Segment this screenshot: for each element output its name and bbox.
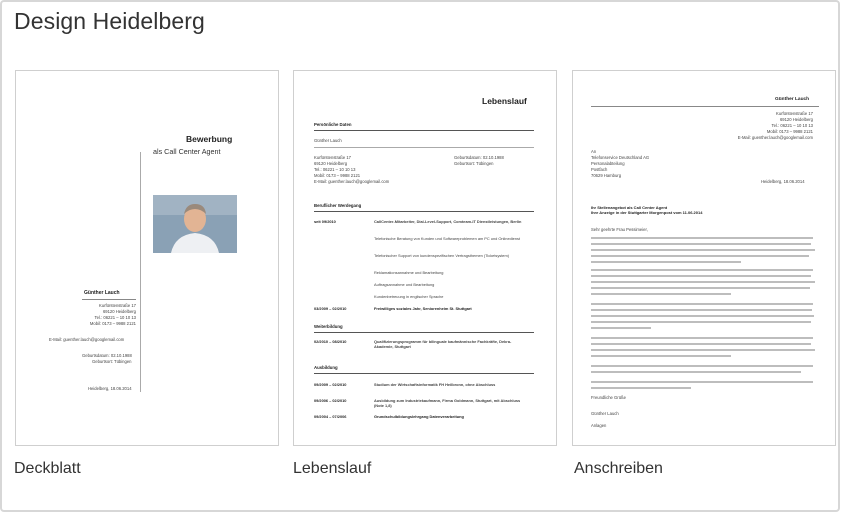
letter-salutation: Sehr geehrte Frau Pessimeier,	[591, 227, 648, 232]
lebenslauf-card[interactable]	[293, 70, 557, 446]
letter-sender-address: Kurfürstenstraße 17 69120 Heidelberg Tel.: 06221 – 10 10 13 Mobil: 0173 – 9988 2121 E-Mail: guenther.lauch@googlemail.com	[737, 111, 813, 140]
list-item: seit 09/2010 CallCenter-Mitarbeiter, Dial-Level-Support, Comteam-IT Dienstleistungen, Berlin	[314, 219, 522, 224]
lebenslauf-label[interactable]: Lebenslauf	[293, 460, 372, 477]
letter-date: Heidelberg, 18.06.2014	[761, 179, 805, 184]
deckblatt-label[interactable]: Deckblatt	[14, 460, 81, 477]
anschreiben-card[interactable]	[572, 70, 836, 446]
list-item: 09/2009 – 02/2010 Studium der Wirtschaftsinformatik FH Heilbronn, ohne Abschluss	[314, 382, 496, 387]
cv-section-training: Weiterbildung	[314, 324, 343, 329]
cv-title: Lebenslauf	[482, 96, 527, 106]
cover-email: E-Mail: guenther.lauch@googlemail.com	[49, 337, 125, 342]
letter-signature: Günther Lauch	[591, 411, 619, 416]
cv-section-education: Ausbildung	[314, 365, 338, 370]
page-title: Design Heidelberg	[14, 8, 205, 34]
cv-career-list	[314, 219, 539, 318]
list-item: Reklamationsannahme und Bearbeitung	[374, 270, 444, 275]
cover-name: Günther Lauch	[84, 290, 120, 296]
cover-date: Heidelberg, 18.06.2014	[88, 386, 132, 391]
letter-sender-name: Günther Lauch	[775, 97, 810, 102]
cover-birth: Geburtsdatum: 02.10.1988 Geburtsort: Tübingen	[82, 353, 132, 364]
letter-recipient: An Telefonservice Deutschland AG Personalabteilung Postfach 70629 Hamburg	[591, 149, 650, 178]
cv-section-career: Beruflicher Werdegang	[314, 203, 362, 208]
list-item: 09/2006 – 02/2010 Ausbildung zum Industriekaufmann, Firma Goldmann, Stuttgart, mit Abschluss (Note 1,8)	[314, 398, 521, 408]
letter-closing: Freundliche Grüße	[591, 395, 626, 400]
letter-subject: Ihr Stellenangebot als Call Center Agent Ihre Anzeige in der Stuttgarter Morgenpost vom 11.06.2014	[591, 205, 703, 215]
cv-birth: Geburtsdatum: 02.10.1988 Geburtsort: Tübingen	[454, 155, 504, 166]
cover-rule	[140, 152, 141, 392]
list-item: 02/2010 – 08/2010 Qualifizierungsprogramm für bilinguale kaufmännische Fachkräfte, Dekra-Akademie, Stuttgart	[314, 339, 512, 349]
portrait-photo	[153, 195, 237, 253]
anschreiben-label[interactable]: Anschreiben	[574, 460, 663, 477]
cover-address: Kurfürstenstraße 17 69120 Heidelberg Tel.: 06221 – 10 10 13 Mobil: 0173 – 9988 2121	[89, 303, 136, 326]
cover-subheading: als Call Center Agent	[153, 147, 221, 156]
cv-contact: Kurfürstenstraße 17 69120 Heidelberg Tel.: 06221 – 10 10 13 Mobil: 0173 – 9988 2121 E-Mail: guenther.lauch@googlemail.com	[314, 155, 390, 184]
cv-education-list	[314, 382, 539, 426]
cover-heading: Bewerbung	[186, 134, 233, 144]
deckblatt-card[interactable]	[15, 70, 279, 446]
list-item: Kundenbetreuung in englischer Sprache	[374, 294, 444, 299]
list-item: 03/2009 – 02/2010 Freiwilliges soziales Jahr, Seniorenheim St. Stuttgart	[314, 306, 472, 311]
list-item: Telefonische Beratung von Kunden und Softwareproblemen am PC und Onlinedienst	[374, 236, 520, 241]
cv-name: Günther Lauch	[314, 138, 342, 143]
list-item: 09/2004 – 07/2006 Grundschulbildungslehrgang Datenverarbeitung	[314, 414, 464, 419]
list-item: Auftragsannahme und Bearbeitung	[374, 282, 435, 287]
letter-attachment: Anlagen	[591, 423, 607, 428]
cv-section-personal: Persönliche Daten	[314, 122, 352, 127]
list-item: Telefonischer Support von kundenspezifischen Vertragsthemen (Ticketsystem)	[374, 253, 510, 258]
